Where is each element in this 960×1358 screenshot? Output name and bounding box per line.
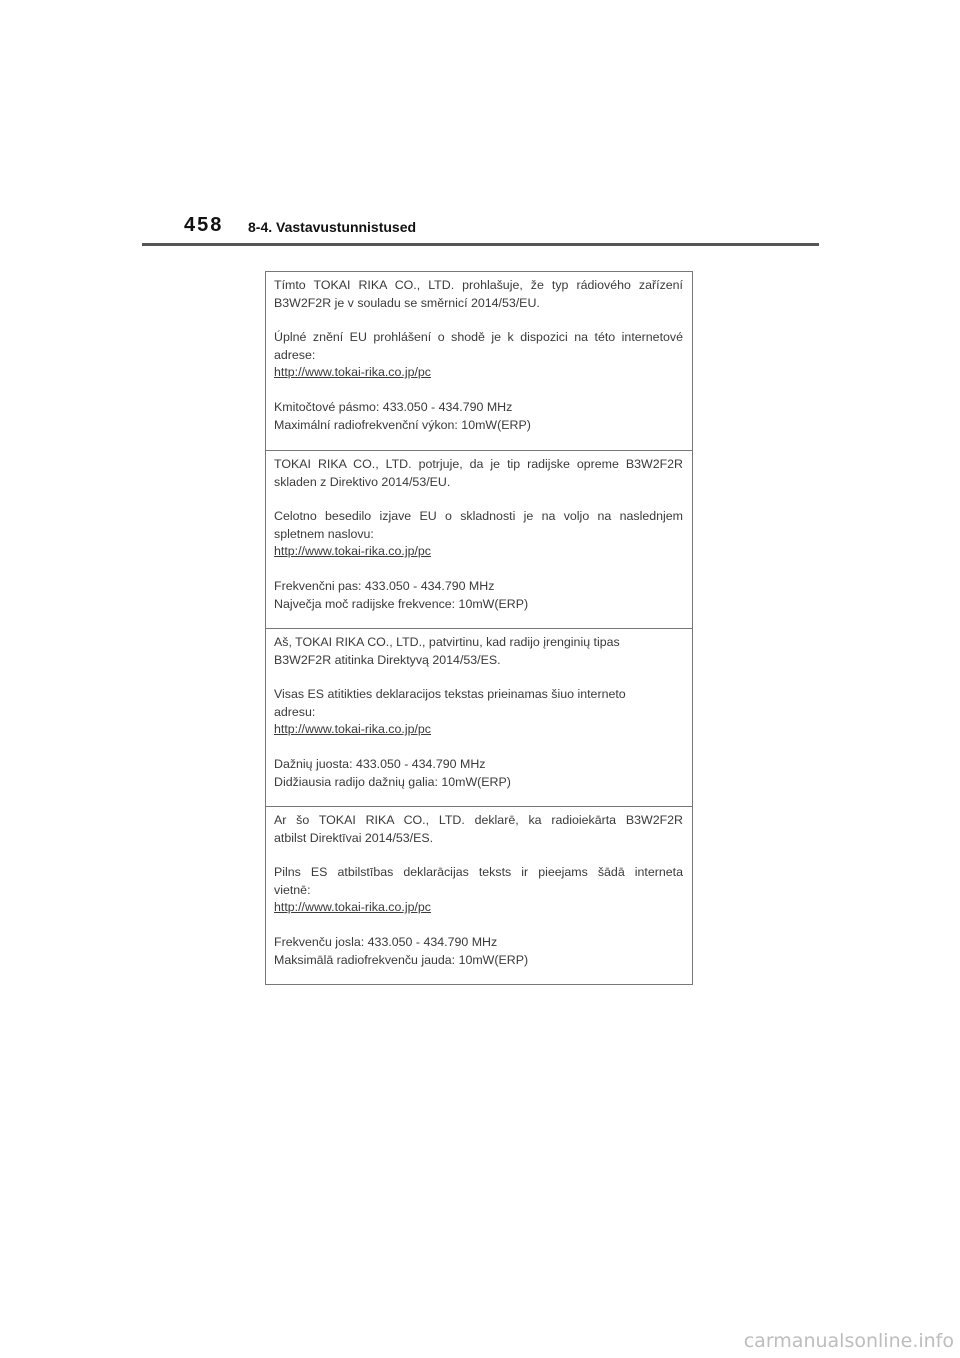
statement-line: Aš, TOKAI RIKA CO., LTD., patvirtinu, kad radijo įrenginių tipas [274,635,620,649]
page-header [0,0,960,250]
fulltext-line: Úplné znění EU prohlášení o shodě je k dispozici na této internetové [274,330,683,345]
declarations-table [265,271,693,985]
fulltext-line: Celotno besedilo izjave EU o skladnosti je na voljo na naslednjem [274,509,683,524]
fulltext-line: Visas ES atitikties deklaracijos tekstas prieinamas šiuo interneto [274,687,626,702]
section-title: 8-4. Vastavustunnistused [248,219,417,235]
fulltext-line: adresu: [274,704,316,719]
statement-line: TOKAI RIKA CO., LTD. potrjuje, da je tip radijske opreme B3W2F2R [274,457,683,471]
max-power: Maximální radiofrekvenční výkon: 10mW(ERP) [274,417,531,432]
header-rule [142,243,819,246]
declaration-url-link[interactable]: http://www.tokai-rika.co.jp/pc [274,900,432,915]
max-power: Didžiausia radijo dažnių galia: 10mW(ERP) [274,774,511,789]
declaration-slovenian [266,450,692,628]
fulltext-line: vietnē: [274,882,311,897]
declaration-url-link[interactable]: http://www.tokai-rika.co.jp/pc [274,365,432,380]
statement-line: B3W2F2R atitinka Direktyvą 2014/53/ES. [274,652,501,667]
watermark: carmanualsonline.info [743,1330,954,1352]
declaration-lithuanian [266,628,692,806]
statement-line: skladen z Direktivo 2014/53/EU. [274,474,451,489]
statement-line: Ar šo TOKAI RIKA CO., LTD. deklarē, ka radioiekārta B3W2F2R [274,813,683,827]
page-number: 458 [184,214,224,236]
fulltext-line: spletnem naslovu: [274,526,374,541]
declaration-czech [266,272,692,450]
declaration-url-link[interactable]: http://www.tokai-rika.co.jp/pc [274,544,432,559]
max-power: Največja moč radijske frekvence: 10mW(ERP) [274,596,529,611]
max-power: Maksimālā radiofrekvenču jauda: 10mW(ERP) [274,952,529,967]
statement-line: atbilst Direktīvai 2014/53/ES. [274,830,434,845]
declaration-url-link[interactable]: http://www.tokai-rika.co.jp/pc [274,722,432,737]
frequency-band: Frekvenču josla: 433.050 - 434.790 MHz [274,934,498,949]
frequency-band: Frekvenčni pas: 433.050 - 434.790 MHz [274,578,495,593]
statement-line: Tímto TOKAI RIKA CO., LTD. prohlašuje, že typ rádiového zařízení [274,278,683,292]
fulltext-line: adrese: [274,347,316,362]
statement-line: B3W2F2R je v souladu se směrnicí 2014/53/EU. [274,295,540,310]
frequency-band: Kmitočtové pásmo: 433.050 - 434.790 MHz [274,399,513,414]
fulltext-line: Pilns ES atbilstības deklarācijas teksts ir pieejams šādā interneta [274,865,683,880]
frequency-band: Dažnių juosta: 433.050 - 434.790 MHz [274,756,486,771]
declaration-latvian [266,806,692,984]
